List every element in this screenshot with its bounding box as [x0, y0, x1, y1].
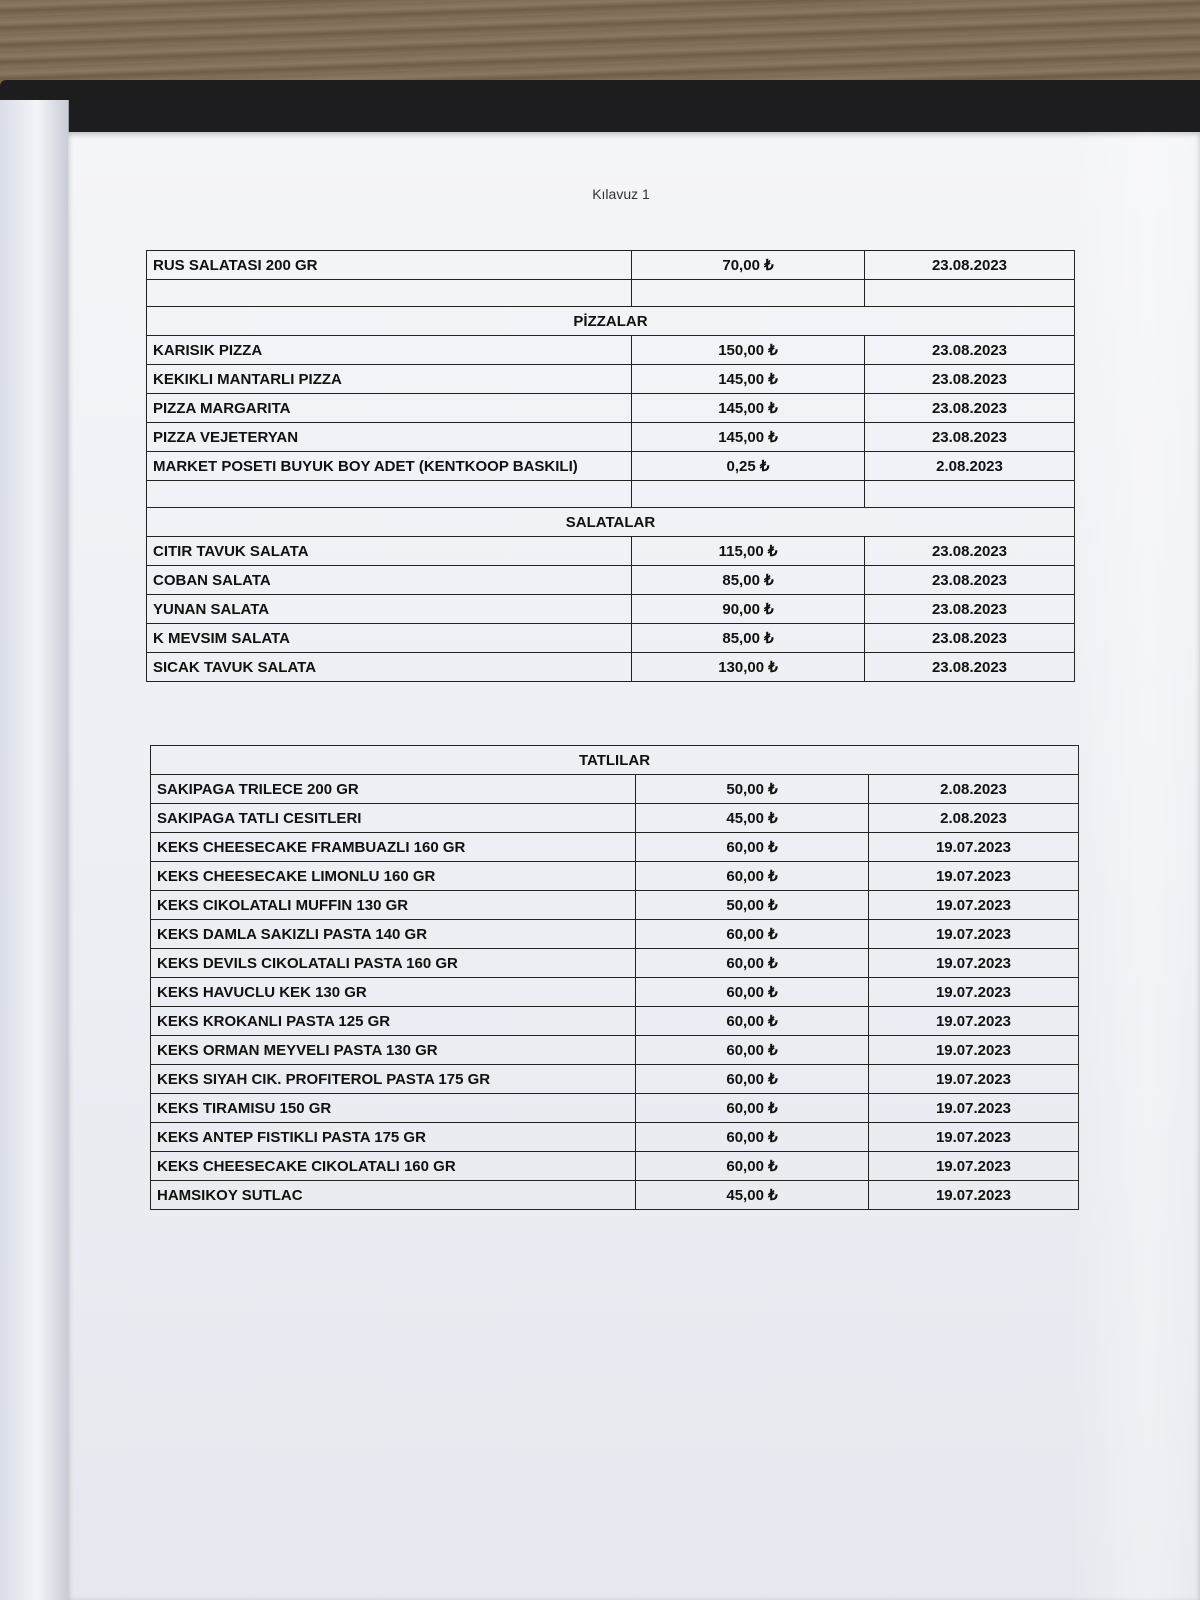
menu-item-row [151, 833, 1079, 862]
item-date: 19.07.2023 [869, 1123, 1079, 1152]
item-price: 60,00 ₺ [636, 920, 869, 949]
item-name: KEKS DAMLA SAKIZLI PASTA 140 GR [151, 920, 636, 949]
item-name: KEKS SIYAH CIK. PROFITEROL PASTA 175 GR [151, 1065, 636, 1094]
item-date: 19.07.2023 [869, 1152, 1079, 1181]
section-header-row [151, 746, 1079, 775]
empty-row [147, 481, 1075, 508]
item-name: KEKS DEVILS CIKOLATALI PASTA 160 GR [151, 949, 636, 978]
item-date: 19.07.2023 [869, 833, 1079, 862]
item-name: SAKIPAGA TRILECE 200 GR [151, 775, 636, 804]
menu-item-row [147, 452, 1075, 481]
item-price: 90,00 ₺ [632, 595, 865, 624]
item-price: 45,00 ₺ [636, 804, 869, 833]
item-price: 150,00 ₺ [632, 336, 865, 365]
item-name: KEKS CHEESECAKE LIMONLU 160 GR [151, 862, 636, 891]
item-date: 23.08.2023 [865, 595, 1075, 624]
section-header-row [147, 508, 1075, 537]
item-price: 45,00 ₺ [636, 1181, 869, 1210]
menu-item-row [147, 595, 1075, 624]
item-date: 23.08.2023 [865, 365, 1075, 394]
item-price: 60,00 ₺ [636, 1152, 869, 1181]
menu-item-row [147, 365, 1075, 394]
item-price: 50,00 ₺ [636, 891, 869, 920]
item-name: KEKS CIKOLATALI MUFFIN 130 GR [151, 891, 636, 920]
item-name: KEKIKLI MANTARLI PIZZA [147, 365, 632, 394]
menu-item-row [151, 1123, 1079, 1152]
item-price: 130,00 ₺ [632, 653, 865, 682]
item-price: 85,00 ₺ [632, 624, 865, 653]
item-price: 60,00 ₺ [636, 1065, 869, 1094]
item-date: 23.08.2023 [865, 423, 1075, 452]
empty-cell [632, 481, 865, 508]
item-date: 19.07.2023 [869, 920, 1079, 949]
menu-item-row [147, 394, 1075, 423]
menu-item-row [151, 949, 1079, 978]
menu-item-row [151, 891, 1079, 920]
item-date: 19.07.2023 [869, 1181, 1079, 1210]
item-price: 60,00 ₺ [636, 1123, 869, 1152]
item-date: 19.07.2023 [869, 949, 1079, 978]
item-price: 145,00 ₺ [632, 394, 865, 423]
item-price: 145,00 ₺ [632, 423, 865, 452]
item-name: SICAK TAVUK SALATA [147, 653, 632, 682]
item-name: KEKS ANTEP FISTIKLI PASTA 175 GR [151, 1123, 636, 1152]
menu-item-row [147, 566, 1075, 595]
menu-item-row [151, 1036, 1079, 1065]
item-date: 19.07.2023 [869, 1007, 1079, 1036]
item-price: 60,00 ₺ [636, 862, 869, 891]
empty-cell [147, 280, 632, 307]
menu-item-row [151, 804, 1079, 833]
item-price: 60,00 ₺ [636, 1036, 869, 1065]
item-name: PIZZA VEJETERYAN [147, 423, 632, 452]
item-name: RUS SALATASI 200 GR [147, 251, 632, 280]
menu-item-row [147, 336, 1075, 365]
menu-item-row [151, 1065, 1079, 1094]
item-price: 70,00 ₺ [632, 251, 865, 280]
item-name: CITIR TAVUK SALATA [147, 537, 632, 566]
item-date: 23.08.2023 [865, 566, 1075, 595]
item-date: 2.08.2023 [869, 804, 1079, 833]
menu-item-row [147, 251, 1075, 280]
menu-item-row [151, 1181, 1079, 1210]
item-date: 19.07.2023 [869, 1036, 1079, 1065]
item-name: KEKS ORMAN MEYVELI PASTA 130 GR [151, 1036, 636, 1065]
menu-item-row [151, 1094, 1079, 1123]
item-price: 145,00 ₺ [632, 365, 865, 394]
menu-item-row [147, 423, 1075, 452]
menu-table-desserts [150, 745, 1079, 1210]
empty-cell [865, 280, 1075, 307]
item-date: 19.07.2023 [869, 891, 1079, 920]
item-name: KEKS TIRAMISU 150 GR [151, 1094, 636, 1123]
empty-cell [147, 481, 632, 508]
item-price: 50,00 ₺ [636, 775, 869, 804]
item-price: 115,00 ₺ [632, 537, 865, 566]
item-price: 60,00 ₺ [636, 949, 869, 978]
item-price: 85,00 ₺ [632, 566, 865, 595]
item-name: KEKS KROKANLI PASTA 125 GR [151, 1007, 636, 1036]
item-price: 0,25 ₺ [632, 452, 865, 481]
item-name: HAMSIKOY SUTLAC [151, 1181, 636, 1210]
item-date: 19.07.2023 [869, 1065, 1079, 1094]
item-date: 19.07.2023 [869, 978, 1079, 1007]
item-name: MARKET POSETI BUYUK BOY ADET (KENTKOOP BASKILI) [147, 452, 632, 481]
section-title: TATLILAR [151, 746, 1079, 775]
menu-item-row [151, 978, 1079, 1007]
item-date: 23.08.2023 [865, 624, 1075, 653]
item-name: YUNAN SALATA [147, 595, 632, 624]
menu-item-row [151, 1152, 1079, 1181]
item-name: COBAN SALATA [147, 566, 632, 595]
menu-item-row [151, 920, 1079, 949]
item-date: 19.07.2023 [869, 1094, 1079, 1123]
item-date: 23.08.2023 [865, 251, 1075, 280]
menu-item-row [151, 775, 1079, 804]
item-name: KEKS HAVUCLU KEK 130 GR [151, 978, 636, 1007]
item-date: 19.07.2023 [869, 862, 1079, 891]
empty-cell [632, 280, 865, 307]
menu-item-row [147, 537, 1075, 566]
menu-table-main [146, 250, 1075, 682]
item-date: 2.08.2023 [865, 452, 1075, 481]
section-header-row [147, 307, 1075, 336]
item-price: 60,00 ₺ [636, 1094, 869, 1123]
item-date: 23.08.2023 [865, 537, 1075, 566]
item-price: 60,00 ₺ [636, 978, 869, 1007]
item-date: 23.08.2023 [865, 653, 1075, 682]
item-name: KARISIK PIZZA [147, 336, 632, 365]
empty-row [147, 280, 1075, 307]
item-price: 60,00 ₺ [636, 1007, 869, 1036]
item-name: PIZZA MARGARITA [147, 394, 632, 423]
empty-cell [865, 481, 1075, 508]
item-name: K MEVSIM SALATA [147, 624, 632, 653]
menu-item-row [151, 862, 1079, 891]
item-name: SAKIPAGA TATLI CESITLERI [151, 804, 636, 833]
menu-item-row [147, 624, 1075, 653]
item-date: 23.08.2023 [865, 336, 1075, 365]
item-name: KEKS CHEESECAKE CIKOLATALI 160 GR [151, 1152, 636, 1181]
section-title: PİZZALAR [147, 307, 1075, 336]
item-name: KEKS CHEESECAKE FRAMBUAZLI 160 GR [151, 833, 636, 862]
left-page-edge [0, 100, 69, 1600]
page-header: Kılavuz 1 [592, 186, 650, 202]
section-title: SALATALAR [147, 508, 1075, 537]
menu-item-row [151, 1007, 1079, 1036]
menu-item-row [147, 653, 1075, 682]
item-price: 60,00 ₺ [636, 833, 869, 862]
item-date: 2.08.2023 [869, 775, 1079, 804]
item-date: 23.08.2023 [865, 394, 1075, 423]
